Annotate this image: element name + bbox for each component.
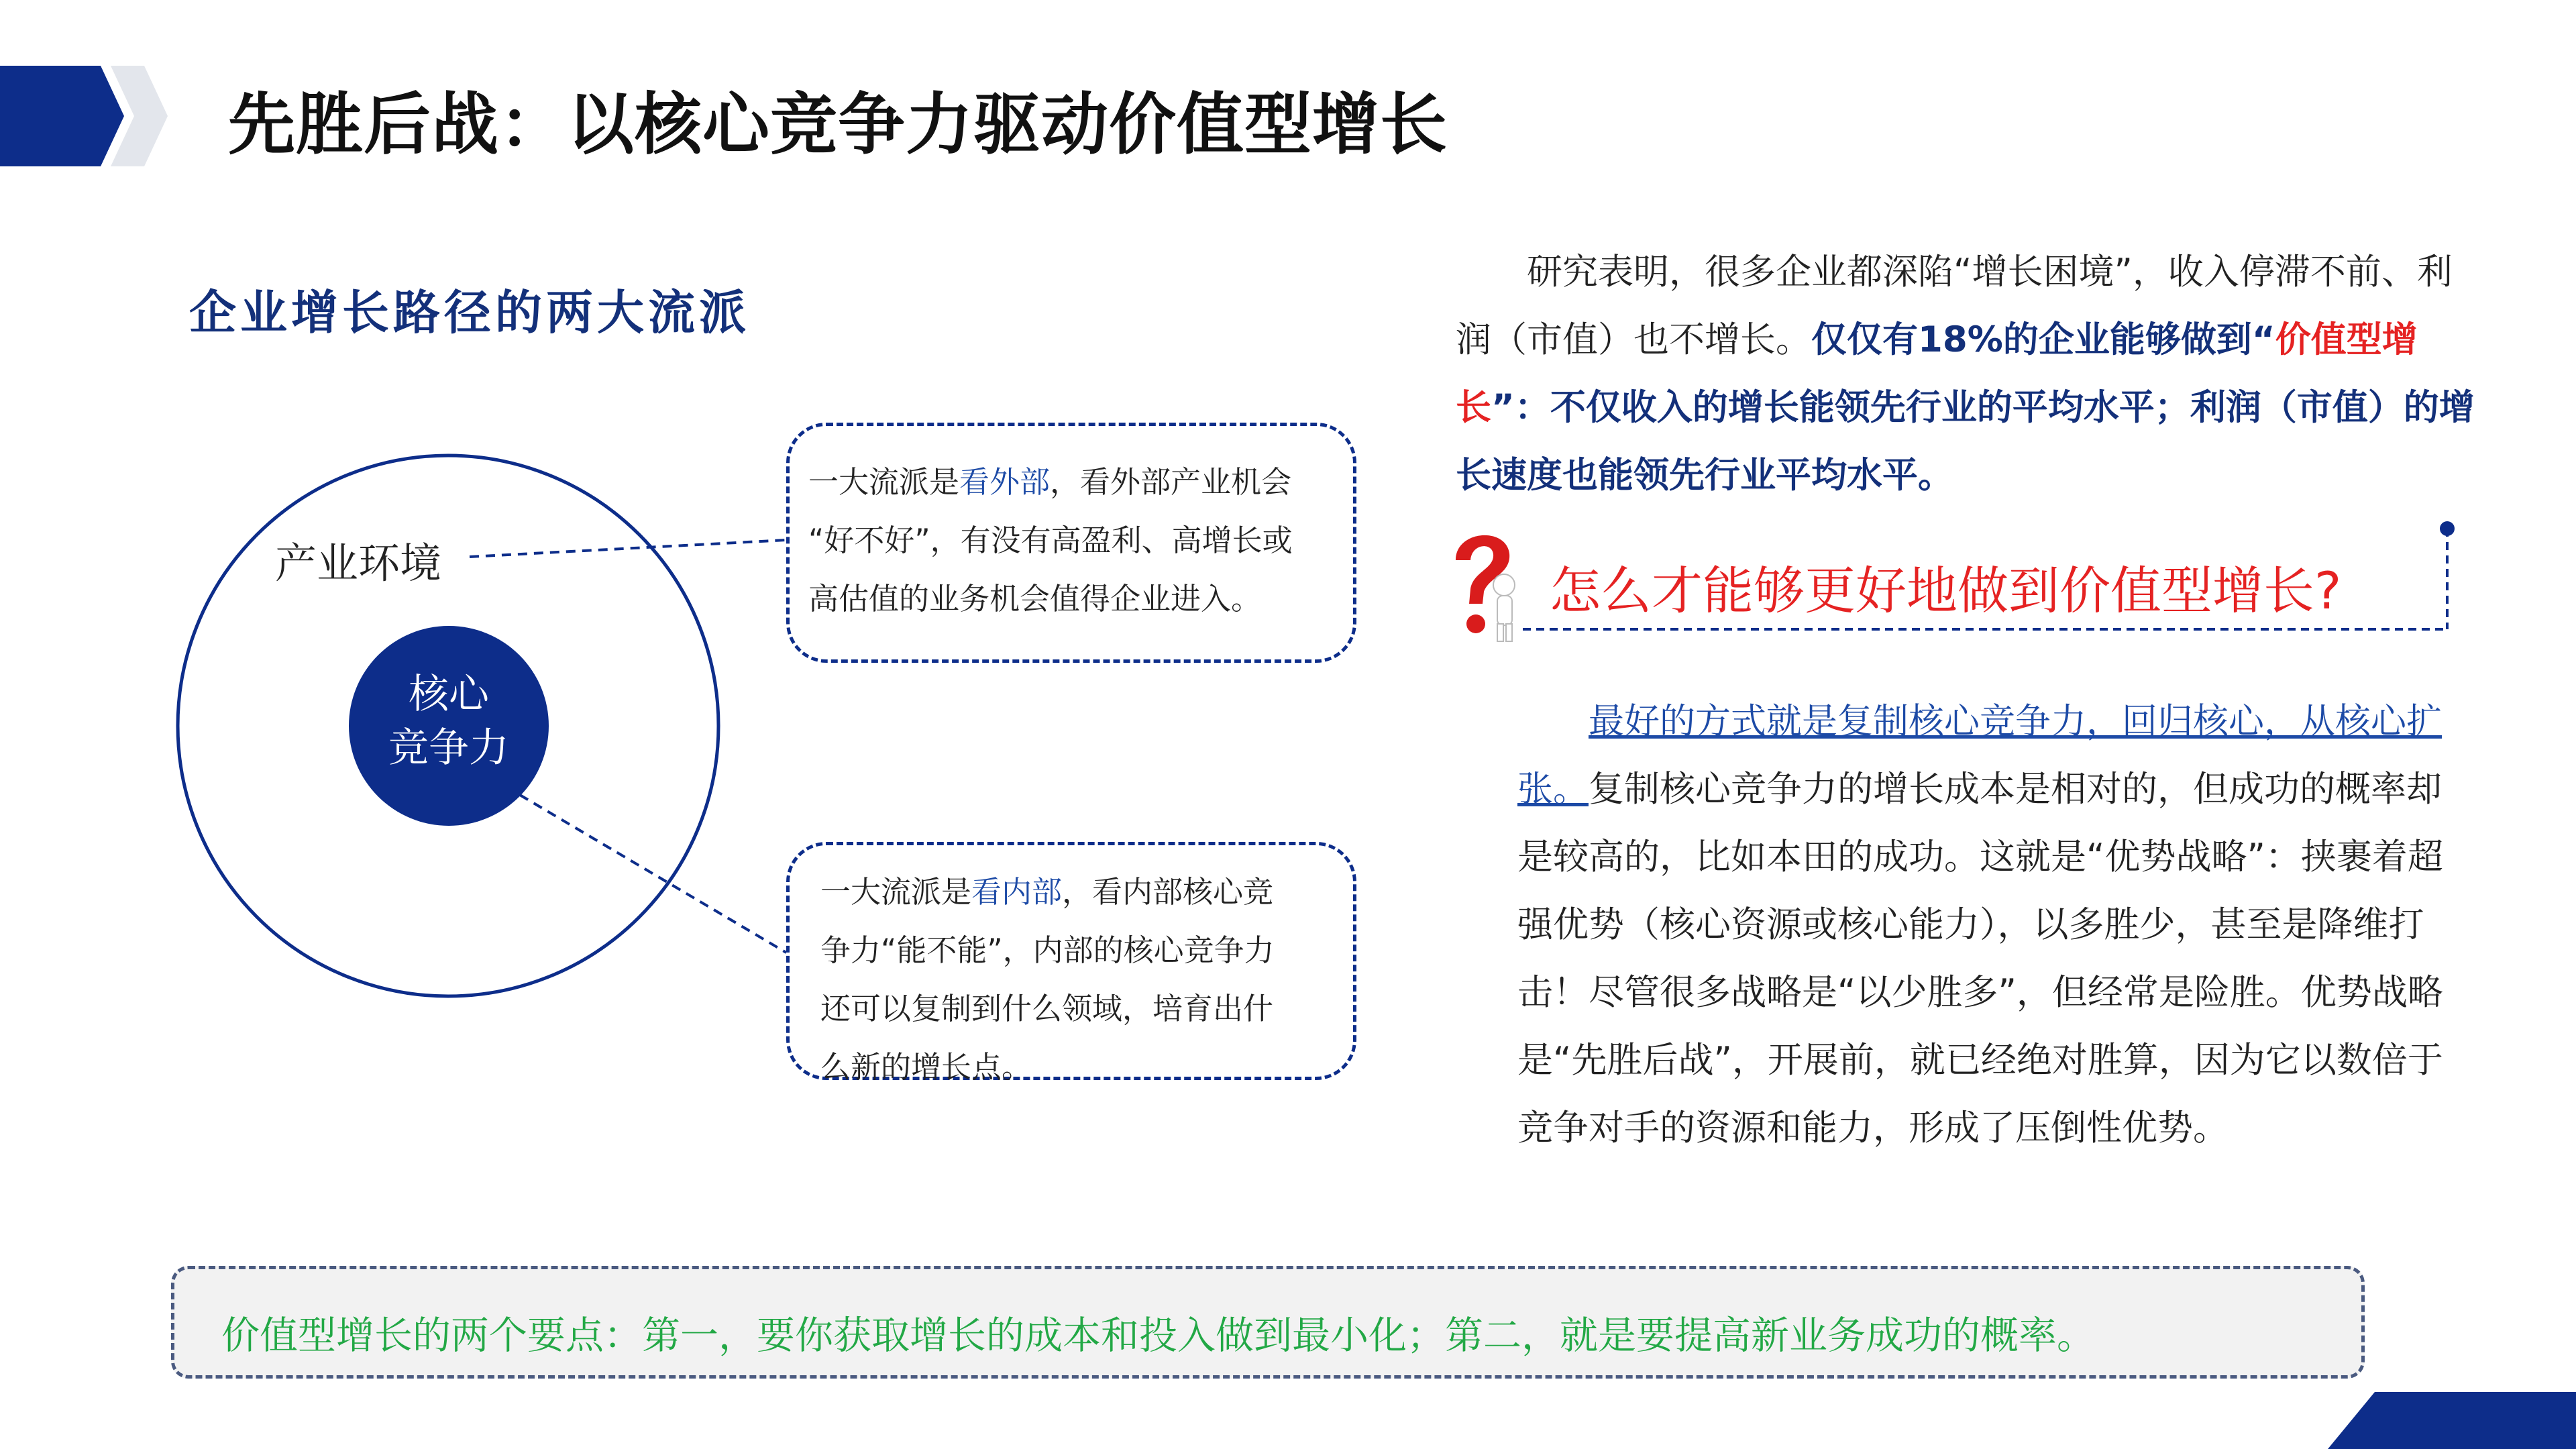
external-school-callout <box>786 423 1356 663</box>
header-arrow-icon <box>0 66 168 166</box>
page-title: 先胜后战：以核心竞争力驱动价值型增长 <box>228 85 1448 164</box>
core-competence-label <box>349 667 549 775</box>
callout-line: 一大流派是看外部，看外部产业机会 <box>808 464 1292 500</box>
callout-line: “好不好”，有没有高盈利、高增长或 <box>808 523 1293 558</box>
callout-line: 还可以复制到什么领域，培育出什 <box>820 991 1274 1026</box>
core-label-line2: 竞争力 <box>388 724 509 771</box>
question-person-icon <box>1442 523 1529 644</box>
callout-line: 么新的增长点。 <box>820 1049 1032 1085</box>
question-heading: 怎么才能够更好地做到价值型增长? <box>1550 561 2342 621</box>
internal-school-callout <box>786 842 1356 1085</box>
core-label-line1: 核心 <box>409 671 489 718</box>
research-paragraph: 研究表明，很多企业都深陷“增长困境”，收入停滞不前、利润（市值）也不增长。仅仅有18%的企业能够做到“价值型增长”：不仅收入的增长能领先行业的平均水平；利润（市值）的增长速度也能领先行业平均水平。 <box>1456 252 2475 496</box>
section-heading: 企业增长路径的两大流派 <box>189 284 750 340</box>
callout-line: 高估值的业务机会值得企业进入。 <box>808 581 1262 616</box>
strategy-paragraph: 最好的方式就是复制核心竞争力，回归核心，从核心扩张。复制核心竞争力的增长成本是相对的，但成功的概率却是较高的，比如本田的成功。这就是“优势战略”：挟裹着超强优势（核心资源或核心能力），以多胜少，甚至是降维打击！尽管很多战略是“以少胜多”，但经常是险胜。优势战略是“先胜后战”，开展前，就已经绝对胜算，因为它以数倍于竞争对手的资源和能力，形成了压倒性优势。 <box>1517 701 2443 1148</box>
corner-tab-icon <box>2328 1392 2576 1449</box>
industry-environment-label: 产业环境 <box>275 539 442 588</box>
callout-line: 争力“能不能”，内部的核心竞争力 <box>820 932 1275 968</box>
core-connector-line <box>520 795 786 953</box>
research-highlight-blue-end: ”：不仅收入的增长能领先行业的平均水平；利润（市值）的增长速度也能领先行业平均水平。 <box>1456 387 2475 496</box>
highlight-internal: 看内部 <box>971 874 1063 910</box>
research-highlight-red: 价值型增长 <box>1456 319 2418 428</box>
strategy-underlined-text: 最好的方式就是复制核心竞争力，回归核心，从核心扩张。 <box>1517 701 2442 810</box>
summary-text: 价值型增长的两个要点：第一，要你获取增长的成本和投入做到最小化；第二，就是要提高新业务成功的概率。 <box>221 1313 2095 1358</box>
highlight-external: 看外部 <box>959 464 1051 500</box>
research-highlight-blue: 仅仅有18%的企业能够做到“ <box>1811 319 2275 360</box>
callout-line: 一大流派是看内部，看内部核心竞 <box>820 874 1274 910</box>
environment-connector-line <box>470 540 786 557</box>
